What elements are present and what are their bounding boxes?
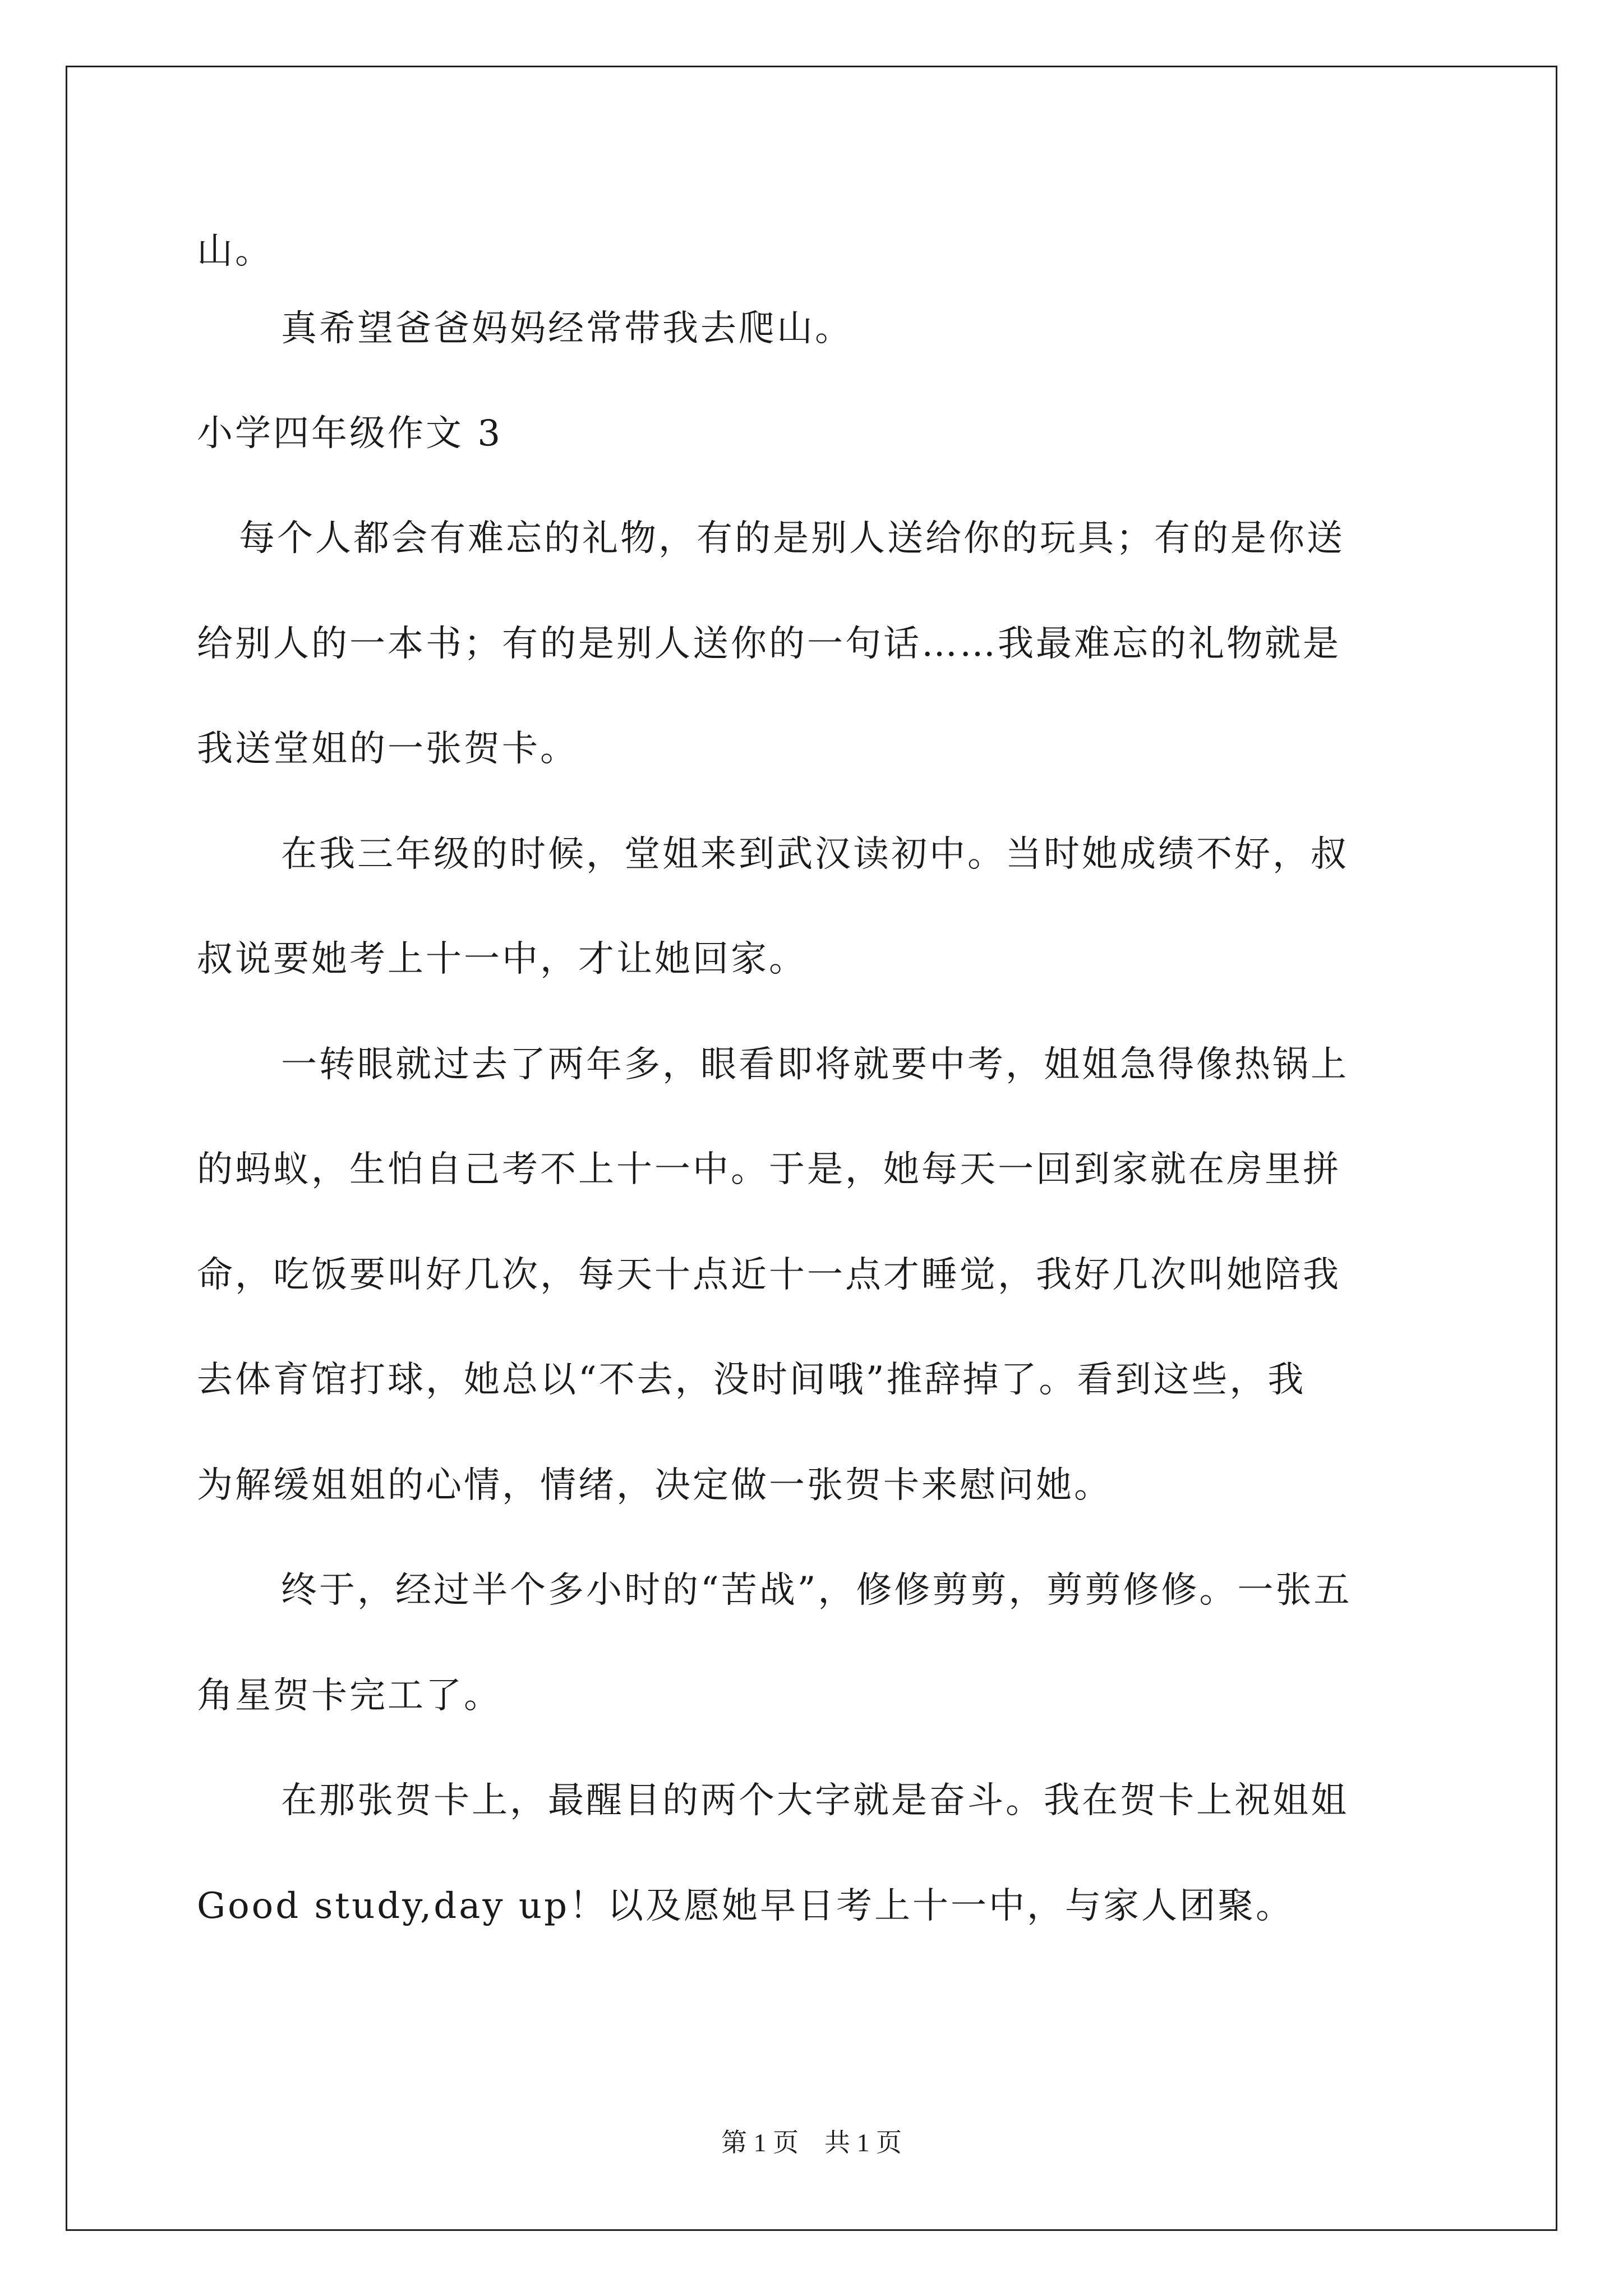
text-line: 一转眼就过去了两年多，眼看即将就要中考，姐姐急得像热锅上 bbox=[281, 1044, 1349, 1085]
text-line: 在我三年级的时候，堂姐来到武汉读初中。当时她成绩不好，叔 bbox=[281, 834, 1349, 875]
text-line: 我送堂姐的一张贺卡。 bbox=[197, 728, 578, 770]
text-line: 给别人的一本书；有的是别人送你的一句话……我最难忘的礼物就是 bbox=[197, 623, 1341, 665]
text-line: 命，吃饭要叫好几次，每天十点近十一点才睡觉，我好几次叫她陪我 bbox=[197, 1254, 1341, 1296]
text-line: Good study,day up！以及愿她早日考上十一中，与家人团聚。 bbox=[197, 1885, 1294, 1927]
text-line: 在那张贺卡上，最醒目的两个大字就是奋斗。我在贺卡上祝姐姐 bbox=[281, 1780, 1349, 1821]
text-line: 每个人都会有难忘的礼物，有的是别人送给你的玩具；有的是你送 bbox=[239, 518, 1345, 559]
text-line: 角星贺卡完工了。 bbox=[197, 1675, 502, 1717]
page-number-footer: 第 1 页 共 1 页 bbox=[721, 2128, 902, 2157]
section-heading: 小学四年级作文 3 bbox=[197, 413, 503, 454]
text-line: 叔说要她考上十一中，才让她回家。 bbox=[197, 938, 807, 980]
text-line: 终于，经过半个多小时的“苦战”，修修剪剪，剪剪修修。一张五 bbox=[281, 1570, 1352, 1611]
text-line: 为解缓姐姐的心情，情绪，决定做一张贺卡来慰问她。 bbox=[197, 1465, 1112, 1506]
text-line: 去体育馆打球，她总以“不去，没时间哦”推辞掉了。看到这些，我 bbox=[197, 1359, 1306, 1401]
text-line: 山。 bbox=[197, 231, 273, 272]
text-line: 真希望爸爸妈妈经常带我去爬山。 bbox=[281, 308, 853, 349]
text-line: 的蚂蚁，生怕自己考不上十一中。于是，她每天一回到家就在房里拼 bbox=[197, 1149, 1341, 1190]
